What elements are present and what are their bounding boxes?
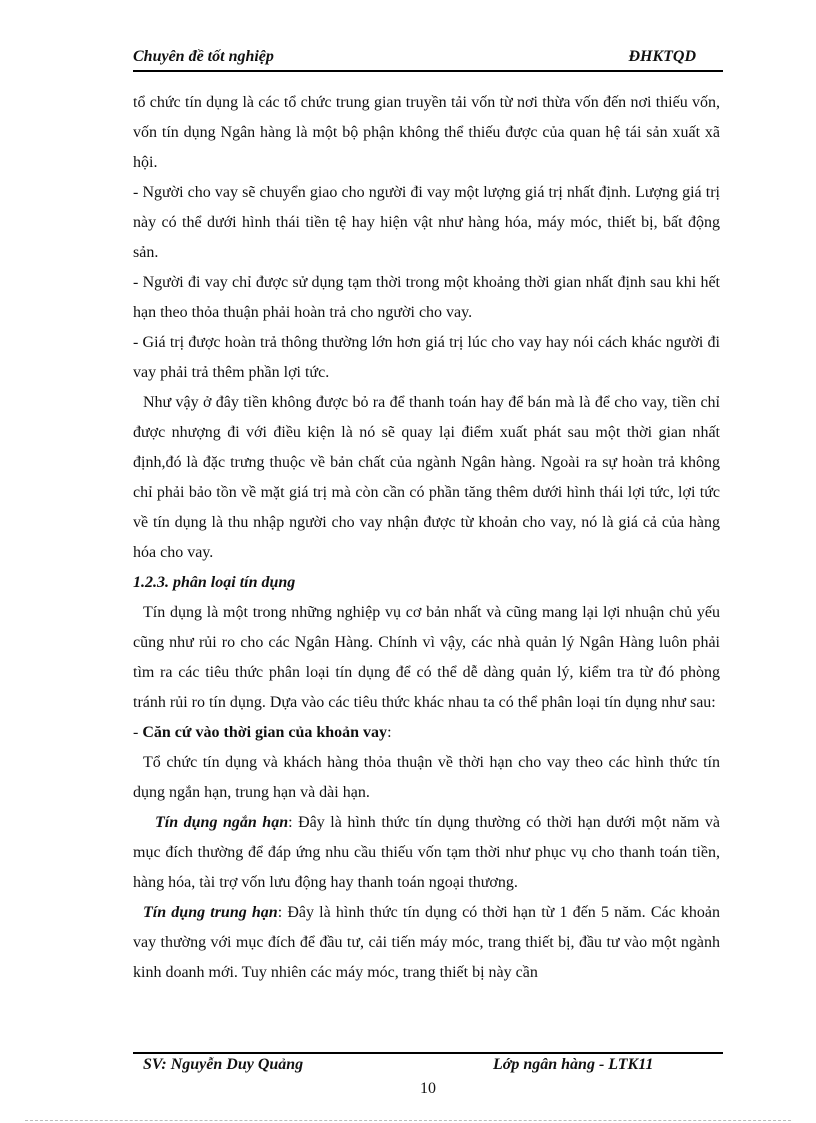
paragraph: Tổ chức tín dụng và khách hàng thỏa thuận về thời hạn cho vay theo các hình thức tín dụng ngắn hạn, trung hạn và dài hạn.: [133, 754, 720, 801]
footer-class: Lớp ngân hàng - LTK11: [493, 1056, 654, 1073]
paragraph-medium-term: [133, 898, 720, 988]
header-school: ĐHKTQD: [628, 48, 696, 65]
header-title: Chuyên đề tốt nghiệp: [133, 48, 274, 65]
paragraph: Tín dụng là một trong những nghiệp vụ cơ bản nhất và cũng mang lại lợi nhuận chủ yếu cũng như rủi ro cho các Ngân Hàng. Chính vì vậy, các nhà quản lý Ngân Hàng luôn phải tìm ra các tiêu thức phân loại tín dụng để có thể dễ dàng quản lý, kiểm tra từ đó phòng tránh rủi ro tín dụng. Dựa vào các tiêu thức khác nhau ta có thể phân loại tín dụng như sau:: [133, 604, 720, 711]
section-heading: 1.2.3. phân loại tín dụng: [133, 574, 296, 591]
term-short: Tín dụng ngắn hạn: [155, 814, 289, 831]
term-medium: Tín dụng trung hạn: [143, 904, 278, 921]
criteria-suffix: :: [387, 724, 392, 741]
header-divider: [133, 70, 723, 72]
paragraph: Như vậy ở đây tiền không được bỏ ra để thanh toán hay để bán mà là để cho vay, tiền chỉ được nhượng đi với điều kiện là nó sẽ quay lại điểm xuất phát sau một thời gian nhất định,đó là đặc trưng thuộc về bản chất của ngành Ngân hàng. Ngoài ra sự hoàn trả không chỉ phải bảo tồn về mặt giá trị mà còn cần có phần tăng thêm dưới hình thái lợi tức, lợi tức về tín dụng là thu nhập người cho vay nhận được từ khoản cho vay, nó là giá cả của hàng hóa cho vay.: [133, 394, 720, 561]
criteria-prefix: -: [133, 724, 143, 741]
paragraph-short-term: [133, 808, 720, 898]
page-number: 10: [420, 1080, 436, 1097]
page-footer: [133, 1056, 723, 1078]
criteria-line: [133, 718, 720, 748]
bullet-paragraph: - Người đi vay chỉ được sử dụng tạm thời trong một khoảng thời gian nhất định sau khi hết hạn theo thỏa thuận phải hoàn trả cho người cho vay.: [133, 274, 720, 321]
criteria-bold: Căn cứ vào thời gian của khoản vay: [142, 724, 388, 741]
page-header: [133, 48, 723, 70]
footer-student: SV: Nguyễn Duy Quảng: [143, 1056, 304, 1073]
footer-divider: [133, 1052, 723, 1054]
bullet-paragraph: - Giá trị được hoàn trả thông thường lớn hơn giá trị lúc cho vay hay nói cách khác người đi vay phải trả thêm phần lợi tức.: [133, 334, 720, 381]
document-body: [133, 88, 720, 988]
term-medium-desc: : Đây là hình thức tín dụng có thời hạn từ 1 đến 5 năm. Các khoản vay thường với mục đích để đầu tư, cải tiến máy móc, trang thiết bị, đầu tư vào một ngành kinh doanh mới. Tuy nhiên các máy móc, trang thiết bị này cần: [133, 904, 720, 981]
paragraph: tổ chức tín dụng là các tổ chức trung gian truyền tải vốn từ nơi thừa vốn đến nơi thiếu vốn, vốn tín dụng Ngân hàng là một bộ phận không thể thiếu được của quan hệ tái sản xuất xã hội.: [133, 94, 720, 171]
term-short-desc: : Đây là hình thức tín dụng thường có thời hạn dưới một năm và mục đích thường để đáp ứng nhu cầu thiếu vốn tạm thời như phục vụ cho thanh toán tiền, hàng hóa, tài trợ vốn lưu động hay thanh toán ngoại thương.: [133, 814, 720, 891]
page-bottom-edge: [25, 1120, 791, 1121]
bullet-paragraph: - Người cho vay sẽ chuyển giao cho người đi vay một lượng giá trị nhất định. Lượng giá trị này có thể dưới hình thái tiền tệ hay hiện vật như hàng hóa, máy móc, thiết bị, bất động sản.: [133, 184, 720, 261]
